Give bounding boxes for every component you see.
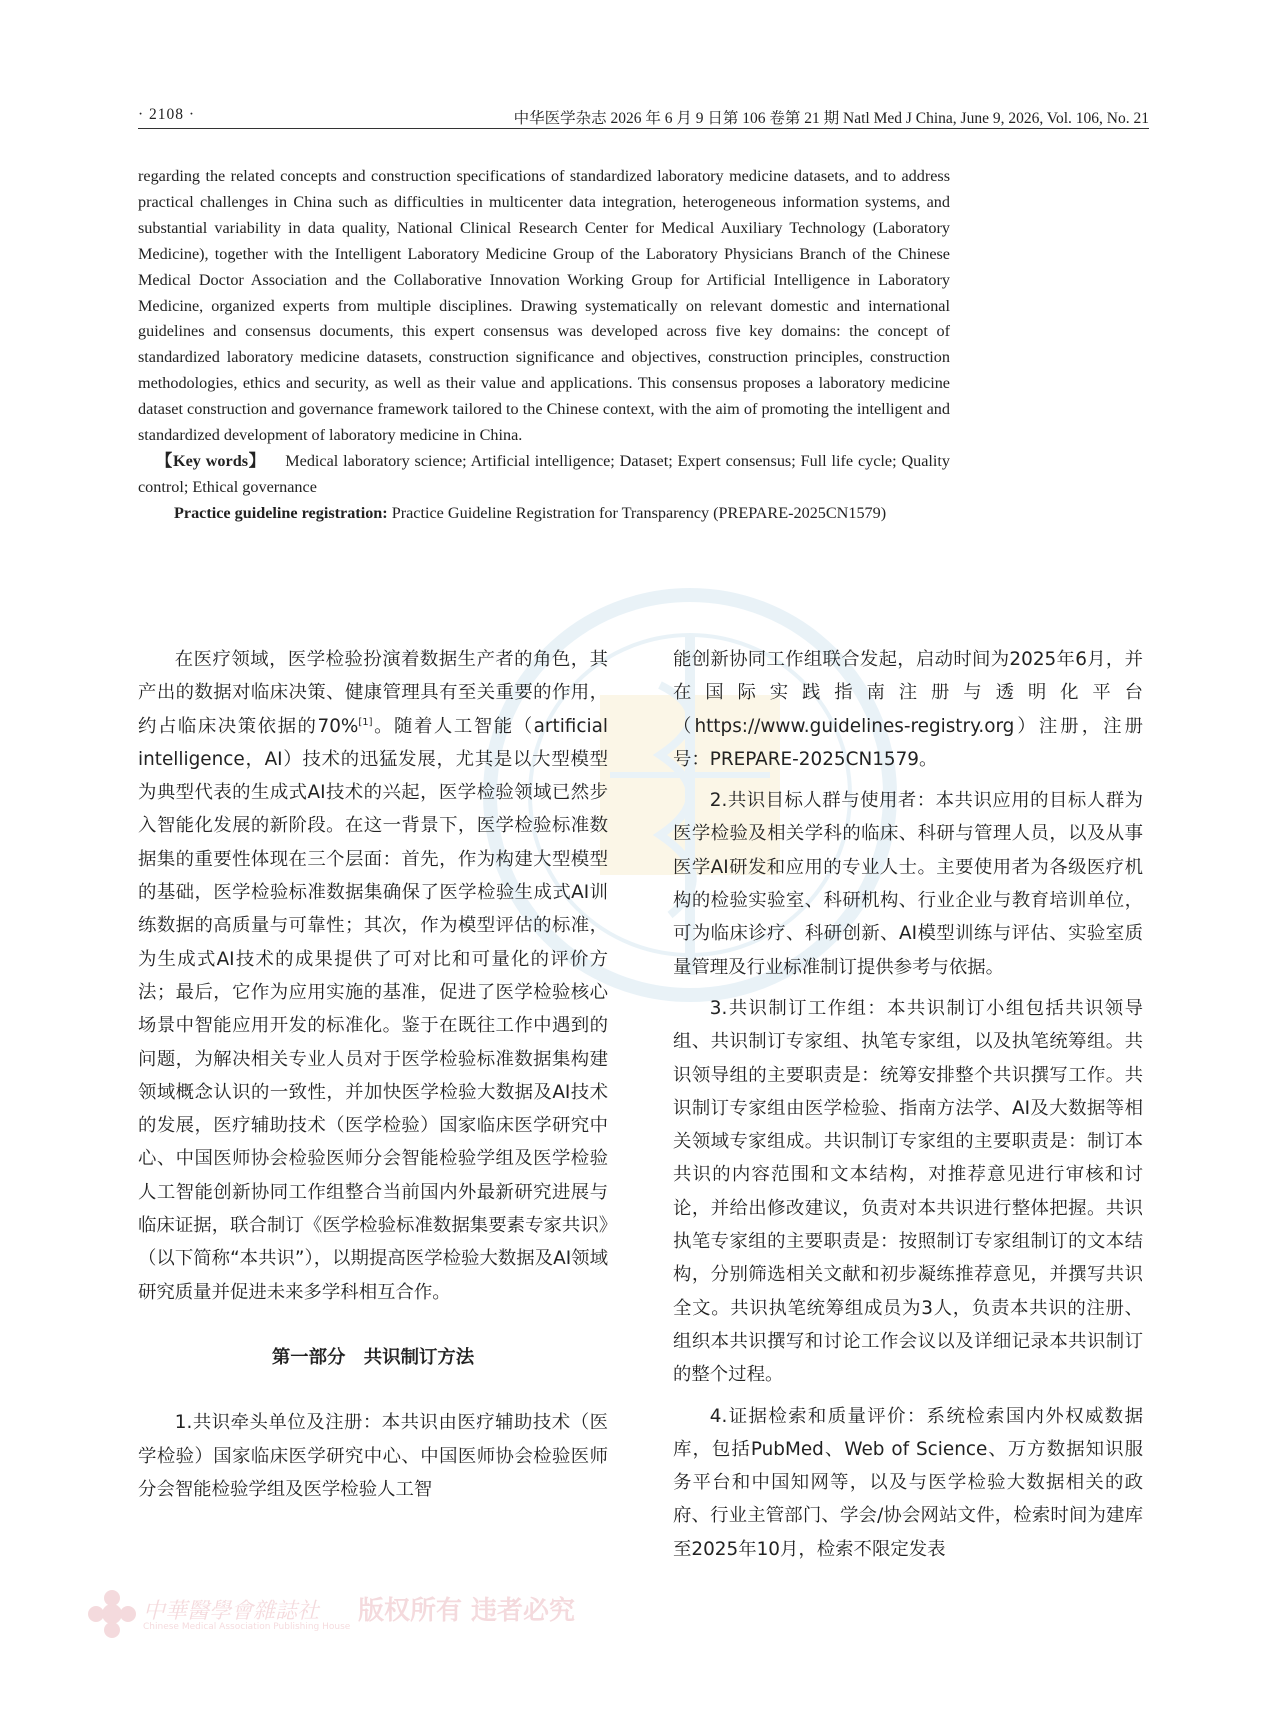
registration-line bbox=[138, 501, 950, 527]
registration-value: Practice Guideline Registration for Transparency (PREPARE-2025CN1579) bbox=[391, 503, 887, 522]
keywords-line bbox=[138, 449, 950, 501]
right-column bbox=[673, 643, 1143, 1566]
item-3-paragraph: 3.共识制订工作组：本共识制订小组包括共识领导组、共识制订专家组、执笔专家组，以及执笔统筹组。共识领导组的主要职责是：统筹安排整个共识撰写工作。共识制订专家组由医学检验、指南方法学、AI及大数据等相关领域专家组成。共识制订专家组的主要职责是：制订本共识的内容范围和文本结构，对推荐意见进行审核和讨论，并给出修改建议，负责对本共识进行整体把握。共识执笔专家组的主要职责是：按照制订专家组制订的文本结构，分别筛选相关文献和初步凝练推荐意见，并撰写共识全文。共识执笔统筹组成员为3人，负责本共识的注册、组织本共识撰写和讨论工作会议以及详细记录本共识制订的整个过程。 bbox=[673, 997, 1143, 1386]
publisher-name-en: Chinese Medical Association Publishing House bbox=[143, 1622, 351, 1632]
keywords-list: Medical laboratory science; Artificial intelligence; Dataset; Expert consensus; Full life cycle; Quality control; Ethical governance bbox=[138, 451, 951, 496]
section-heading: 第一部分 共识制订方法 bbox=[271, 1346, 475, 1368]
item-1-paragraph: 1.共识牵头单位及注册：本共识由医疗辅助技术（医学检验）国家临床医学研究中心、中国医师协会检验医师分会智能检验学组及医学检验人工智 bbox=[138, 1412, 608, 1500]
rights-notice: 版权所有 违者必究 bbox=[358, 1596, 576, 1626]
abstract-block bbox=[138, 164, 950, 527]
keywords-label: 【Key words】 bbox=[156, 451, 266, 470]
left-column bbox=[138, 643, 608, 1506]
intro-paragraph bbox=[138, 643, 608, 1309]
item-4-paragraph: 4.证据检索和质量评价：系统检索国内外权威数据库，包括PubMed、Web of Science、万方数据知识服务平台和中国知网等，以及与医学检验大数据相关的政府、行业主管部门、学会/协会网站文件，检索时间为建库至2025年10月，检索不限定发表 bbox=[673, 1405, 1143, 1560]
page-number: · 2108 · bbox=[138, 106, 196, 123]
running-header bbox=[138, 104, 1149, 129]
publisher-name: 中華醫學會雜誌社 bbox=[143, 1599, 320, 1624]
intro-text-a: 在医疗领域，医学检验扮演着数据生产者的角色，其产出的数据对临床决策、健康管理具有至关重要的作用，约占临床决策依据的70% bbox=[138, 649, 608, 737]
item-1-continued: 能创新协同工作组联合发起，启动时间为2025年6月，并在国际实践指南注册与透明化平台（https://www.guidelines-registry.org）注册，注册号：PREPARE-2025CN1579。 bbox=[673, 649, 1143, 770]
publisher-watermark bbox=[88, 1590, 576, 1642]
intro-text-b: 。随着人工智能（artificial intelligence，AI）技术的迅猛发展，尤其是以大型模型为典型代表的生成式AI技术的兴起，医学检验领域已然步入智能化发展的新阶段。在这一背景下，医学检验标准数据集的重要性体现在三个层面：首先，作为构建大型模型的基础，医学检验标准数据集确保了医学检验生成式AI训练数据的高质量与可靠性；其次，作为模型评估的标准，为生成式AI技术的成果提供了可对比和可量化的评价方法；最后，它作为应用实施的基准，促进了医学检验核心场景中智能应用开发的标准化。鉴于在既往工作中遇到的问题，为解决相关专业人员对于医学检验标准数据集构建领域概念认识的一致性，并加快医学检验大数据及AI技术的发展，医疗辅助技术（医学检验）国家临床医学研究中心、中国医师协会检验医师分会智能检验学组及医学检验人工智能创新协同工作组整合当前国内外最新研究进展与临床证据，联合制订《医学检验标准数据集要素专家共识》（以下简称“本共识”），以期提高医学检验大数据及AI领域研究质量并促进未来多学科相互合作。 bbox=[138, 715, 608, 1303]
reference-1[interactable]: [1] bbox=[358, 716, 373, 728]
registration-label: Practice guideline registration: bbox=[174, 503, 388, 522]
abstract-text: regarding the related concepts and construction specifications of standardized laboratory medicine datasets, and to address practical challenges in China such as difficulties in multicenter data integration, heterogeneous information systems, and substantial variability in data quality, National Clinical Research Center for Medical Auxiliary Technology (Laboratory Medicine), together with the Intelligent Laboratory Medicine Group of the Laboratory Physicians Branch of the Chinese Medical Doctor Association and the Collaborative Innovation Working Group for Artificial Intelligence in Laboratory Medicine, organized experts from multiple disciplines. Drawing systematically on relevant domestic and international guidelines and consensus documents, this expert consensus was developed across five key domains: the concept of standardized laboratory medicine datasets, construction significance and objectives, construction principles, construction methodologies, ethics and security, as well as their value and applications. This consensus proposes a laboratory medicine dataset construction and governance framework tailored to the Chinese context, with the aim of promoting the intelligent and standardized development of laboratory medicine in China. bbox=[138, 167, 950, 445]
journal-citation: 中华医学杂志 2026 年 6 月 9 日第 106 卷第 21 期 Natl Med J China, June 9, 2026, Vol. 106, No. 21 bbox=[513, 110, 1149, 127]
flower-logo-icon bbox=[88, 1590, 136, 1638]
item-2-paragraph: 2.共识目标人群与使用者：本共识应用的目标人群为医学检验及相关学科的临床、科研与管理人员，以及从事医学AI研发和应用的专业人士。主要使用者为各级医疗机构的检验实验室、科研机构、行业企业与教育培训单位，可为临床诊疗、科研创新、AI模型训练与评估、实验室质量管理及行业标准制订提供参考与依据。 bbox=[673, 790, 1143, 978]
